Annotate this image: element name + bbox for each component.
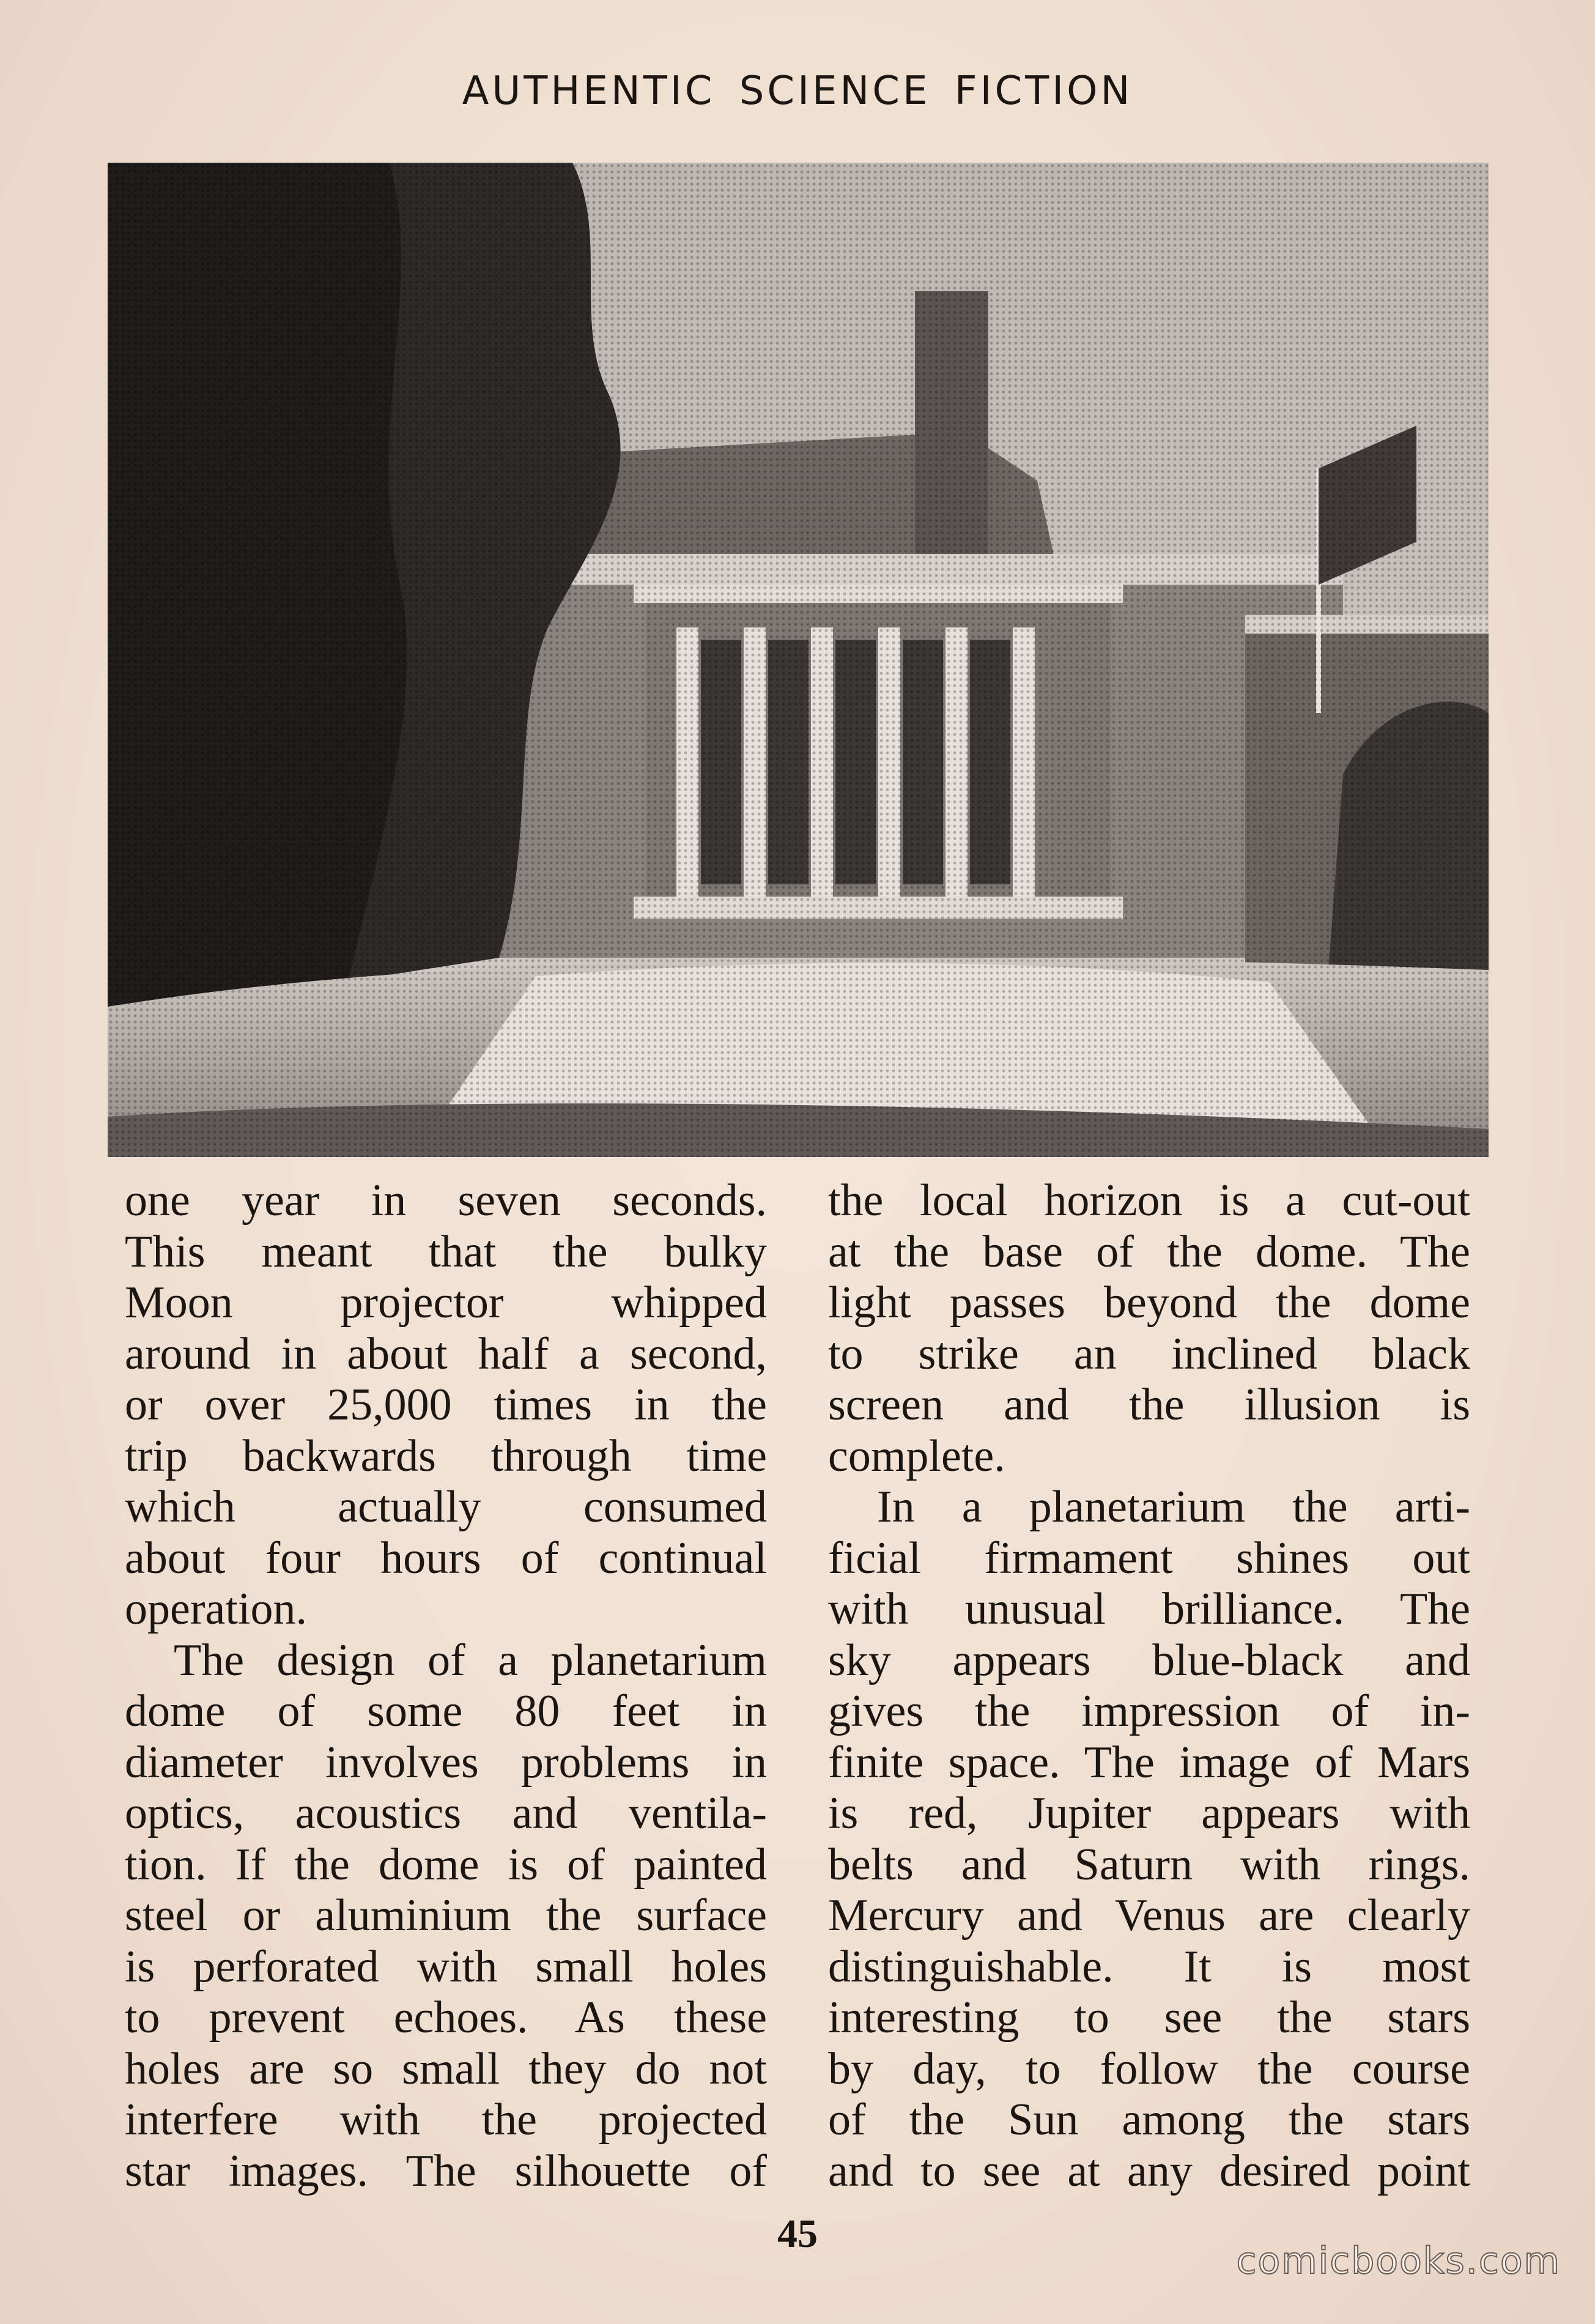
text-line: steel or aluminium the surface: [125, 1890, 767, 1941]
text-line: Moon projector whipped: [125, 1278, 767, 1328]
text-line: tion. If the dome is of painted: [125, 1839, 767, 1890]
text-line: interesting to see the stars: [828, 1993, 1470, 2043]
planetarium-building-photo-icon: [108, 163, 1489, 1157]
text-line: screen and the illusion is: [828, 1380, 1470, 1430]
text-line: around in about half a second,: [125, 1328, 767, 1379]
right-column: [828, 1175, 1470, 2197]
text-line: ficial firmament shines out: [828, 1533, 1470, 1583]
text-line: one year in seven seconds.: [125, 1175, 767, 1226]
page-number: 45: [777, 2211, 818, 2256]
text-line: by day, to follow the course: [828, 2043, 1470, 2094]
text-line: Mercury and Venus are clearly: [828, 1890, 1470, 1941]
text-line: at the base of the dome. The: [828, 1226, 1470, 1277]
watermark: comicbooks.com: [1236, 2240, 1561, 2282]
text-line: or over 25,000 times in the: [125, 1380, 767, 1430]
text-line: trip backwards through time: [125, 1430, 767, 1481]
text-line: The design of a planetarium: [174, 1635, 767, 1686]
left-column: [125, 1175, 767, 2197]
text-line: operation.: [125, 1584, 307, 1634]
text-line: In a planetarium the arti-: [877, 1482, 1470, 1532]
text-line: complete.: [828, 1430, 1005, 1481]
text-line: to strike an inclined black: [828, 1328, 1470, 1379]
text-line: is perforated with small holes: [125, 1941, 767, 1992]
text-line: optics, acoustics and ventila-: [125, 1788, 767, 1838]
text-line: the local horizon is a cut-out: [828, 1175, 1470, 1226]
text-line: about four hours of continual: [125, 1533, 767, 1583]
text-line: This meant that the bulky: [125, 1226, 767, 1277]
text-line: finite space. The image of Mars: [828, 1737, 1470, 1788]
text-line: to prevent echoes. As these: [125, 1993, 767, 2043]
text-line: diameter involves problems in: [125, 1737, 767, 1788]
planetarium-photo: [108, 163, 1489, 1157]
text-line: sky appears blue-black and: [828, 1635, 1470, 1686]
text-line: which actually consumed: [125, 1482, 767, 1532]
text-line: dome of some 80 feet in: [125, 1686, 767, 1736]
text-line: with unusual brilliance. The: [828, 1584, 1470, 1634]
text-line: gives the impression of in-: [828, 1686, 1470, 1736]
text-line: holes are so small they do not: [125, 2043, 767, 2094]
text-line: light passes beyond the dome: [828, 1278, 1470, 1328]
text-line: distinguishable. It is most: [828, 1941, 1470, 1992]
text-line: is red, Jupiter appears with: [828, 1788, 1470, 1838]
article-body: [125, 1175, 1470, 2203]
text-line: interfere with the projected: [125, 2095, 767, 2145]
text-line: of the Sun among the stars: [828, 2095, 1470, 2145]
text-line: and to see at any desired point: [828, 2145, 1470, 2196]
running-head: AUTHENTIC SCIENCE FICTION: [462, 68, 1133, 114]
text-line: star images. The silhouette of: [125, 2145, 767, 2196]
text-line: belts and Saturn with rings.: [828, 1839, 1470, 1890]
